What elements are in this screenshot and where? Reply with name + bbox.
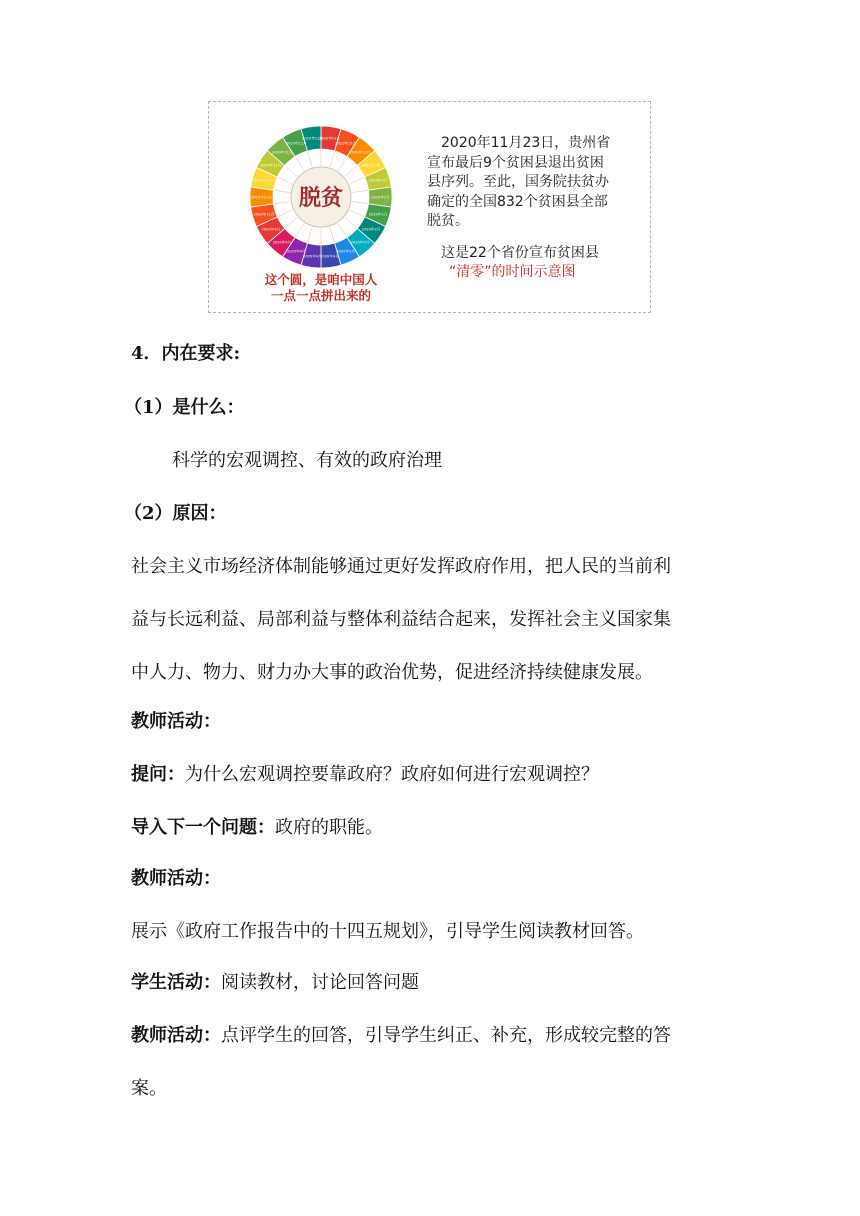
- caption-line: 这个圆，是咱中国人: [264, 272, 378, 287]
- activity-text: 政府的职能。: [275, 817, 383, 838]
- figure-description: [427, 134, 637, 232]
- activity-text: 案。: [131, 1078, 167, 1099]
- section-heading: 4．内在要求:: [131, 343, 241, 364]
- question-label: （1）是什么：: [124, 397, 245, 418]
- wheel-segment-label: 2020年3月: [368, 178, 388, 183]
- wheel-segment-label: 2020年4月: [261, 227, 281, 232]
- activity-label: 教师活动：: [131, 1025, 221, 1046]
- activity-line: [131, 760, 599, 786]
- figure-note-line: 这是22个省份宣布贫困县: [441, 245, 599, 261]
- wheel-segment-label: 2020年4月: [286, 249, 306, 254]
- wheel-segment-label: 2019年12月: [349, 150, 371, 155]
- activity-text: 展示《政府工作报告中的十四五规划》，引导学生阅读教材回答。: [131, 921, 644, 942]
- wheel-segment-label: 2020年11月: [319, 136, 340, 141]
- reason-text-line: 益与长远利益、局部利益与整体利益结合起来，发挥社会主义国家集: [131, 609, 671, 630]
- wheel-segment-label: 2020年11月: [253, 212, 275, 217]
- figure-note: [439, 244, 639, 282]
- reason-text-line: 社会主义市场经济体制能够通过更好发挥政府作用，把人民的当前利: [131, 556, 671, 577]
- activity-line: [131, 813, 383, 839]
- answer-text: 科学的宏观调控、有效的政府治理: [172, 450, 442, 471]
- figure-text-line: 脱贫。: [427, 213, 469, 229]
- reason-text-line: 中人力、物力、财力办大事的政治优势，促进经济持续健康发展。: [131, 662, 653, 683]
- wheel-segment-label: 2020年3月: [361, 163, 381, 168]
- figure-text-line: 2020年11月23日，贵州省: [441, 135, 611, 151]
- caption-line: 一点一点拼出来的: [270, 288, 371, 303]
- wheel-segment-label: 2020年2月: [368, 212, 388, 217]
- wheel-segment-label: 2020年4月: [272, 240, 292, 245]
- activity-label: 导入下一个问题：: [131, 817, 275, 838]
- activity-label: 学生活动：: [131, 972, 221, 993]
- poverty-wheel-graphic: [238, 124, 404, 270]
- figure-note-rest: 的时间示意图: [491, 264, 576, 280]
- figure-text-line: 县序列。至此，国务院扶贫办: [427, 174, 609, 190]
- figure-text-line: 宣布最后9个贫困县退出贫困: [427, 154, 604, 171]
- wheel-segment-label: 2020年11月: [285, 141, 307, 146]
- wheel-segment-label: 2020年11月: [251, 195, 272, 200]
- wheel-segment-label: 2020年11月: [260, 163, 282, 168]
- activity-text: 阅读教材，讨论回答问题: [221, 972, 419, 993]
- figure-note-line: [439, 263, 639, 282]
- wheel-segment-label: 2020年2月: [371, 195, 390, 200]
- activity-label: 教师活动：: [131, 711, 221, 732]
- activity-text: 为什么宏观调控要靠政府？政府如何进行宏观调控？: [185, 764, 599, 785]
- wheel-segment-label: 2020年11月: [335, 141, 357, 146]
- wheel-segment-label: 2020年11月: [302, 136, 323, 141]
- question-label: （2）原因：: [124, 503, 227, 524]
- wheel-segment-label: 2020年5月: [350, 240, 370, 245]
- activity-line: [131, 968, 419, 994]
- wheel-segment-label: 2020年4月: [303, 254, 322, 259]
- wheel-segment-label: 2020年5月: [336, 249, 356, 254]
- wheel-segment-label: 2020年2月: [361, 227, 381, 232]
- wheel-center-text: 脱贫: [298, 186, 344, 211]
- figure-text-line: 确定的全国832个贫困县全部: [427, 193, 608, 210]
- figure-note-highlight: “清零”: [449, 264, 492, 280]
- wheel-segment-label: 2020年4月: [320, 254, 339, 259]
- wheel-segment-label: 2020年11月: [271, 150, 293, 155]
- activity-label: 教师活动：: [131, 868, 221, 889]
- figure-caption: [239, 272, 403, 304]
- activity-text: 点评学生的回答，引导学生纠正、补充，形成较完整的答: [221, 1025, 671, 1046]
- wheel-segment-label: 2020年11月: [253, 178, 275, 183]
- activity-line: [131, 1021, 671, 1047]
- activity-label: 提问：: [131, 764, 185, 785]
- poverty-figure: [208, 101, 651, 313]
